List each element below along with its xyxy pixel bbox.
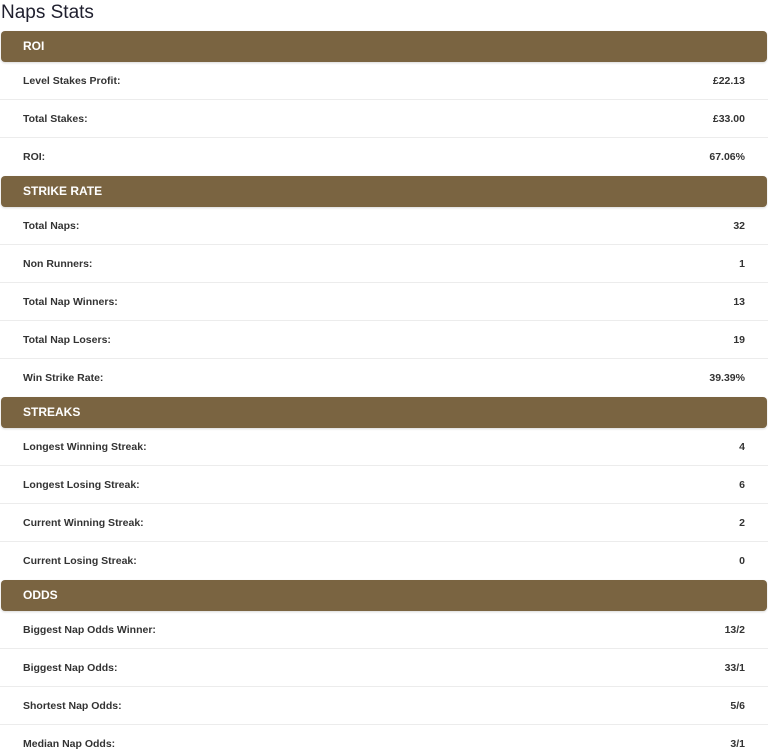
stat-label: Longest Winning Streak: <box>23 440 147 453</box>
stat-row <box>0 428 768 466</box>
stat-label: Shortest Nap Odds: <box>23 699 122 712</box>
stat-value: 13/2 <box>724 623 745 636</box>
section-strike-rate <box>0 176 768 397</box>
stat-value: 4 <box>739 440 745 453</box>
stat-value: 6 <box>739 478 745 491</box>
stat-row <box>0 207 768 245</box>
stat-row <box>0 725 768 752</box>
stat-row <box>0 542 768 580</box>
section-header: STREAKS <box>1 397 767 428</box>
stat-label: Total Nap Losers: <box>23 333 111 346</box>
stat-row <box>0 100 768 138</box>
stat-row <box>0 62 768 100</box>
stats-container <box>0 31 768 752</box>
stat-label: Current Losing Streak: <box>23 555 137 567</box>
section-header: ROI <box>1 31 767 62</box>
section-header: ODDS <box>1 580 767 611</box>
stat-label: Biggest Nap Odds: <box>23 661 118 674</box>
stat-row <box>0 321 768 359</box>
stat-row <box>0 138 768 176</box>
stat-row <box>0 359 768 397</box>
stat-label: Current Winning Streak: <box>23 516 144 529</box>
stat-label: Biggest Nap Odds Winner: <box>23 623 156 636</box>
stat-value: 32 <box>733 219 745 232</box>
stat-value: £22.13 <box>712 74 745 87</box>
stat-value: 67.06% <box>709 151 745 163</box>
stat-label: Median Nap Odds: <box>23 738 116 750</box>
stat-label: Total Naps: <box>23 219 80 232</box>
stat-value: 2 <box>739 516 745 529</box>
stat-label: ROI: <box>23 151 46 163</box>
stat-value: 33/1 <box>724 661 745 674</box>
section-rows <box>0 207 768 397</box>
page-title: Naps Stats <box>1 2 94 23</box>
stat-label: Total Stakes: <box>23 112 88 125</box>
stat-value: £33.00 <box>712 112 745 125</box>
stat-row <box>0 611 768 649</box>
stat-value: 19 <box>733 333 745 346</box>
stat-value: 3/1 <box>730 738 745 750</box>
stat-row <box>0 466 768 504</box>
section-roi <box>0 31 768 176</box>
stat-label: Total Nap Winners: <box>23 295 118 308</box>
section-rows <box>0 428 768 580</box>
section-header: STRIKE RATE <box>1 176 767 207</box>
stat-value: 1 <box>739 257 745 270</box>
section-rows <box>0 611 768 752</box>
section-rows <box>0 62 768 176</box>
section-streaks <box>0 397 768 580</box>
stat-row <box>0 504 768 542</box>
stat-value: 13 <box>733 295 745 308</box>
section-odds <box>0 580 768 752</box>
stat-row <box>0 649 768 687</box>
stat-label: Win Strike Rate: <box>23 372 104 384</box>
stat-row <box>0 687 768 725</box>
stat-label: Level Stakes Profit: <box>23 74 121 87</box>
stat-value: 39.39% <box>709 372 745 384</box>
stat-value: 0 <box>739 555 745 567</box>
stat-label: Non Runners: <box>23 257 93 270</box>
stat-label: Longest Losing Streak: <box>23 478 140 491</box>
stat-row <box>0 283 768 321</box>
stat-value: 5/6 <box>730 699 745 712</box>
stat-row <box>0 245 768 283</box>
